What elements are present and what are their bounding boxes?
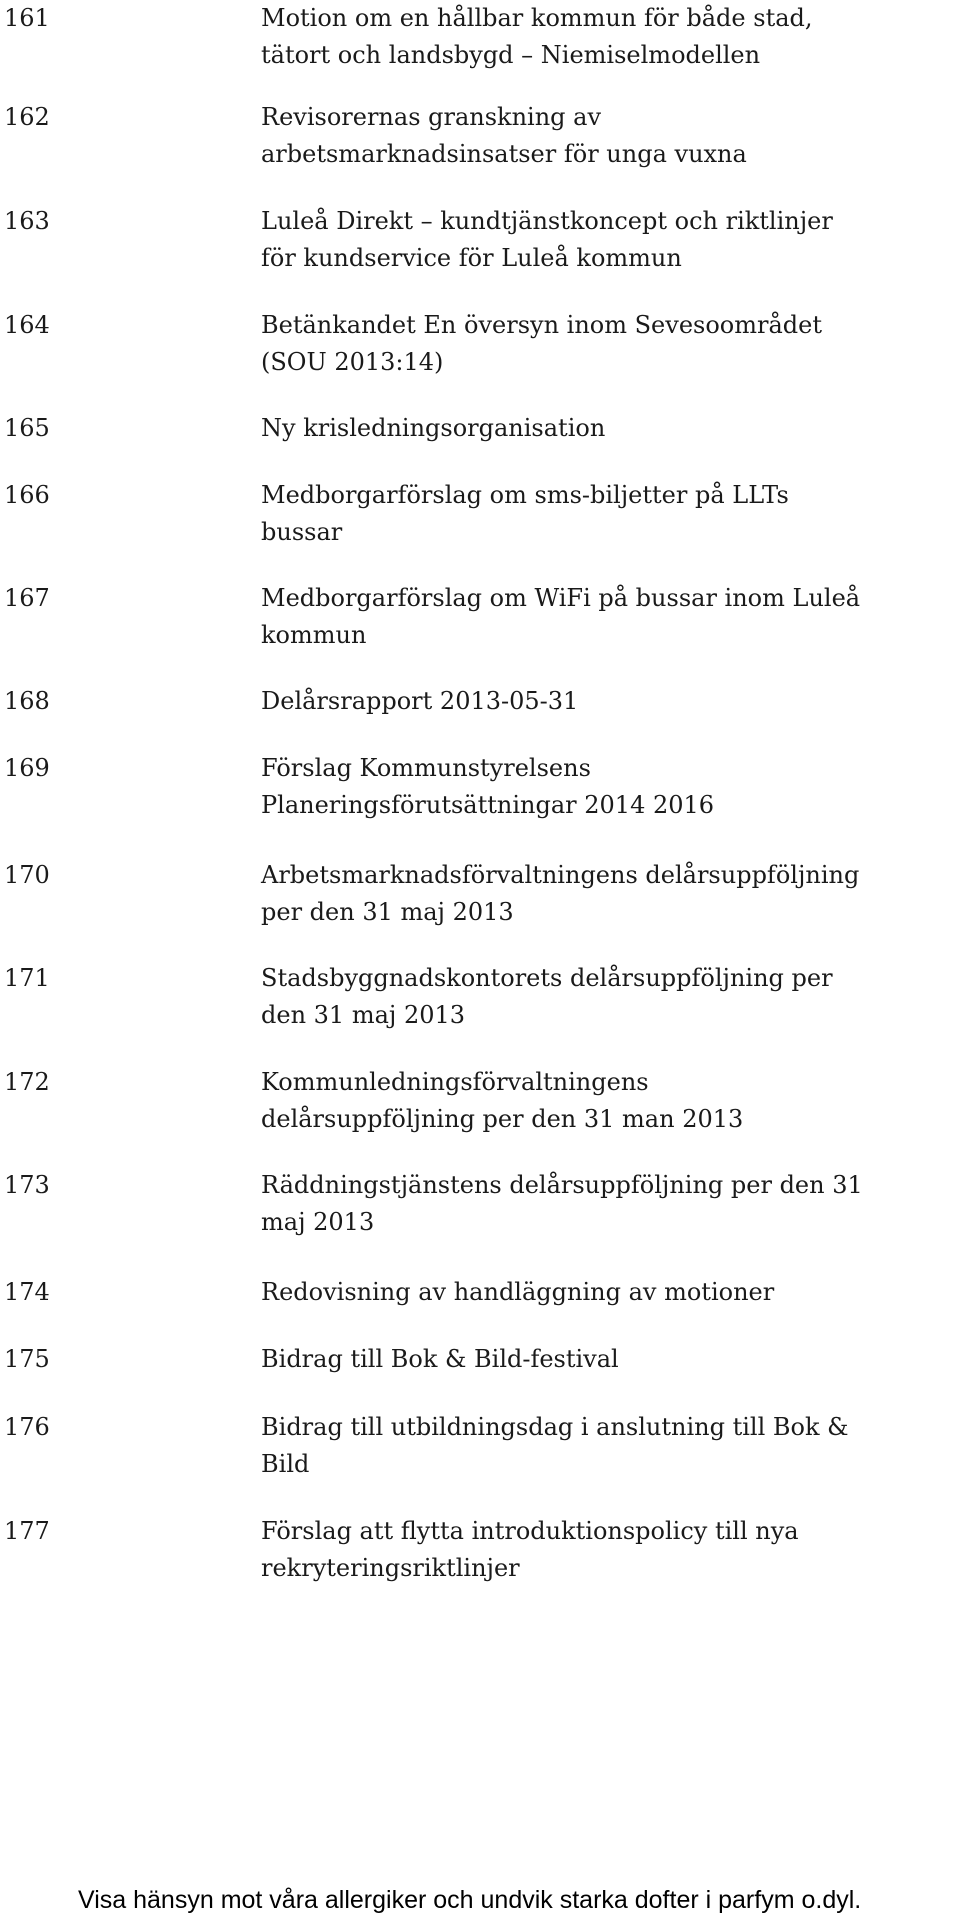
- item-title: [261, 0, 901, 74]
- item-number: 172: [4, 1068, 50, 1096]
- item-title-line: per den 31 maj 2013: [261, 898, 514, 926]
- item-title: [261, 1341, 901, 1378]
- item-title-line: Motion om en hållbar kommun för både stad,: [261, 4, 813, 32]
- item-title-line: den 31 maj 2013: [261, 1001, 466, 1029]
- item-title-line: maj 2013: [261, 1208, 375, 1236]
- item-title: [261, 410, 901, 447]
- item-number: 166: [4, 481, 50, 509]
- item-title-line: Bild: [261, 1450, 310, 1478]
- item-title-line: rekryteringsriktlinjer: [261, 1554, 520, 1582]
- item-title: [261, 857, 901, 931]
- item-number: 168: [4, 687, 50, 715]
- footer-notice: Visa hänsyn mot våra allergiker och undvik starka dofter i parfym o.dyl.: [78, 1886, 862, 1914]
- item-title-line: Förslag att flytta introduktionspolicy till nya: [261, 1517, 799, 1545]
- item-title-line: tätort och landsbygd – Niemiselmodellen: [261, 41, 761, 69]
- item-title-line: Räddningstjänstens delårsuppföljning per den 31: [261, 1171, 863, 1199]
- item-number: 163: [4, 207, 50, 235]
- item-number: 177: [4, 1517, 50, 1545]
- item-number: 171: [4, 964, 50, 992]
- item-title: [261, 960, 901, 1034]
- item-title-line: Revisorernas granskning av: [261, 103, 602, 131]
- item-title-line: för kundservice för Luleå kommun: [261, 244, 682, 272]
- item-title: [261, 683, 901, 720]
- item-number: 174: [4, 1278, 50, 1306]
- item-title-line: arbetsmarknadsinsatser för unga vuxna: [261, 140, 747, 168]
- item-number: 173: [4, 1171, 50, 1199]
- item-title: [261, 1513, 901, 1587]
- item-title: [261, 1064, 901, 1138]
- item-title-line: Förslag Kommunstyrelsens: [261, 754, 591, 782]
- item-title-line: Medborgarförslag om sms-biljetter på LLTs: [261, 481, 789, 509]
- item-title-line: kommun: [261, 621, 367, 649]
- item-title: [261, 307, 901, 381]
- item-number: 165: [4, 414, 50, 442]
- item-number: 161: [4, 4, 50, 32]
- item-title-line: Ny krisledningsorganisation: [261, 414, 606, 442]
- item-title: [261, 1409, 901, 1483]
- item-number: 164: [4, 311, 50, 339]
- item-title-line: Betänkandet En översyn inom Sevesoområdet: [261, 311, 822, 339]
- item-title-line: Bidrag till utbildningsdag i anslutning till Bok &: [261, 1413, 849, 1441]
- item-title: [261, 477, 901, 551]
- item-title: [261, 750, 901, 824]
- item-number: 176: [4, 1413, 50, 1441]
- item-title-line: bussar: [261, 518, 343, 546]
- item-title-line: Stadsbyggnadskontorets delårsuppföljning per: [261, 964, 833, 992]
- item-number: 175: [4, 1345, 50, 1373]
- item-number: 167: [4, 584, 50, 612]
- item-number: 169: [4, 754, 50, 782]
- item-title-line: Bidrag till Bok & Bild-festival: [261, 1345, 619, 1373]
- item-title: [261, 580, 901, 654]
- item-title-line: Redovisning av handläggning av motioner: [261, 1278, 775, 1306]
- item-title: [261, 99, 901, 173]
- item-number: 162: [4, 103, 50, 131]
- item-number: 170: [4, 861, 50, 889]
- item-title-line: Kommunledningsförvaltningens: [261, 1068, 649, 1096]
- item-title: [261, 1274, 901, 1311]
- item-title-line: Luleå Direkt – kundtjänstkoncept och riktlinjer: [261, 207, 833, 235]
- item-title-line: Arbetsmarknadsförvaltningens delårsuppföljning: [261, 861, 860, 889]
- item-title-line: Delårsrapport 2013-05-31: [261, 687, 579, 715]
- item-title-line: Planeringsförutsättningar 2014 2016: [261, 791, 715, 819]
- item-title-line: delårsuppföljning per den 31 man 2013: [261, 1105, 744, 1133]
- item-title-line: Medborgarförslag om WiFi på bussar inom Luleå: [261, 584, 861, 612]
- item-title-line: (SOU 2013:14): [261, 348, 444, 376]
- item-title: [261, 203, 901, 277]
- item-title: [261, 1167, 901, 1241]
